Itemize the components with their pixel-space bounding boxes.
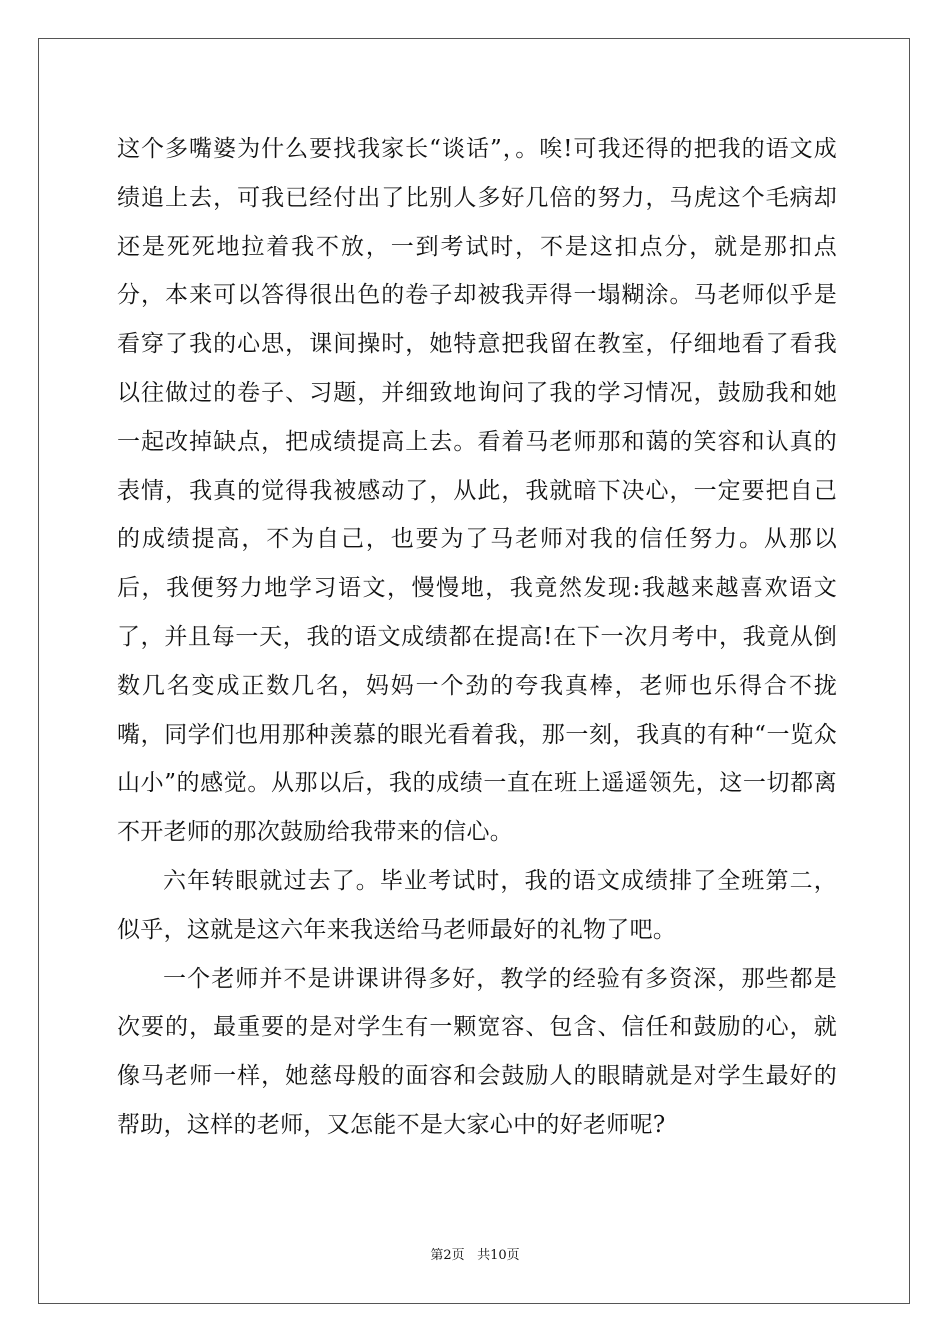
paragraph: 一个老师并不是讲课讲得多好，教学的经验有多资深，那些都是次要的，最重要的是对学生有一颗宽容、包含、信任和鼓励的心，就像马老师一样，她慈母般的面容和会鼓励人的眼睛就是对学生最好的帮助，这样的老师，又怎能不是大家心中的好老师呢? [117,965,837,1138]
page-footer [0,1247,950,1265]
paragraph: 六年转眼就过去了。毕业考试时，我的语文成绩排了全班第二，似乎，这就是这六年来我送给马老师最好的礼物了吧。 [117,867,837,943]
paragraph: 这个多嘴婆为什么要找我家长“谈话”，。唉!可我还得的把我的语文成绩追上去，可我已经付出了比别人多好几倍的努力，马虎这个毛病却还是死死地拉着我不放，一到考试时，不是这扣点分，就是那扣点分，本来可以答得很出色的卷子却被我弄得一塌糊涂。马老师似乎是看穿了我的心思，课间操时，她特意把我留在教室，仔细地看了看我以往做过的卷子、习题，并细致地询问了我的学习情况，鼓励我和她一起改掉缺点，把成绩提高上去。看着马老师那和蔼的笑容和认真的表情，我真的觉得我被感动了，从此，我就暗下决心，一定要把自己的成绩提高，不为自己，也要为了马老师对我的信任努力。从那以后，我便努力地学习语文，慢慢地，我竟然发现:我越来越喜欢语文了，并且每一天，我的语文成绩都在提高!在下一次月考中，我竟从倒数几名变成正数几名，妈妈一个劲的夸我真棒，老师也乐得合不拢嘴，同学们也用那种羡慕的眼光看着我，那一刻，我真的有种“一览众山小”的感觉。从那以后，我的成绩一直在班上遥遥领先，这一切都离不开老师的那次鼓励给我带来的信心。 [117,136,837,846]
page-number: 第2页 [430,1248,465,1263]
page-total: 共10页 [477,1248,520,1263]
footer-separator [465,1248,477,1263]
document-body [117,125,837,1150]
